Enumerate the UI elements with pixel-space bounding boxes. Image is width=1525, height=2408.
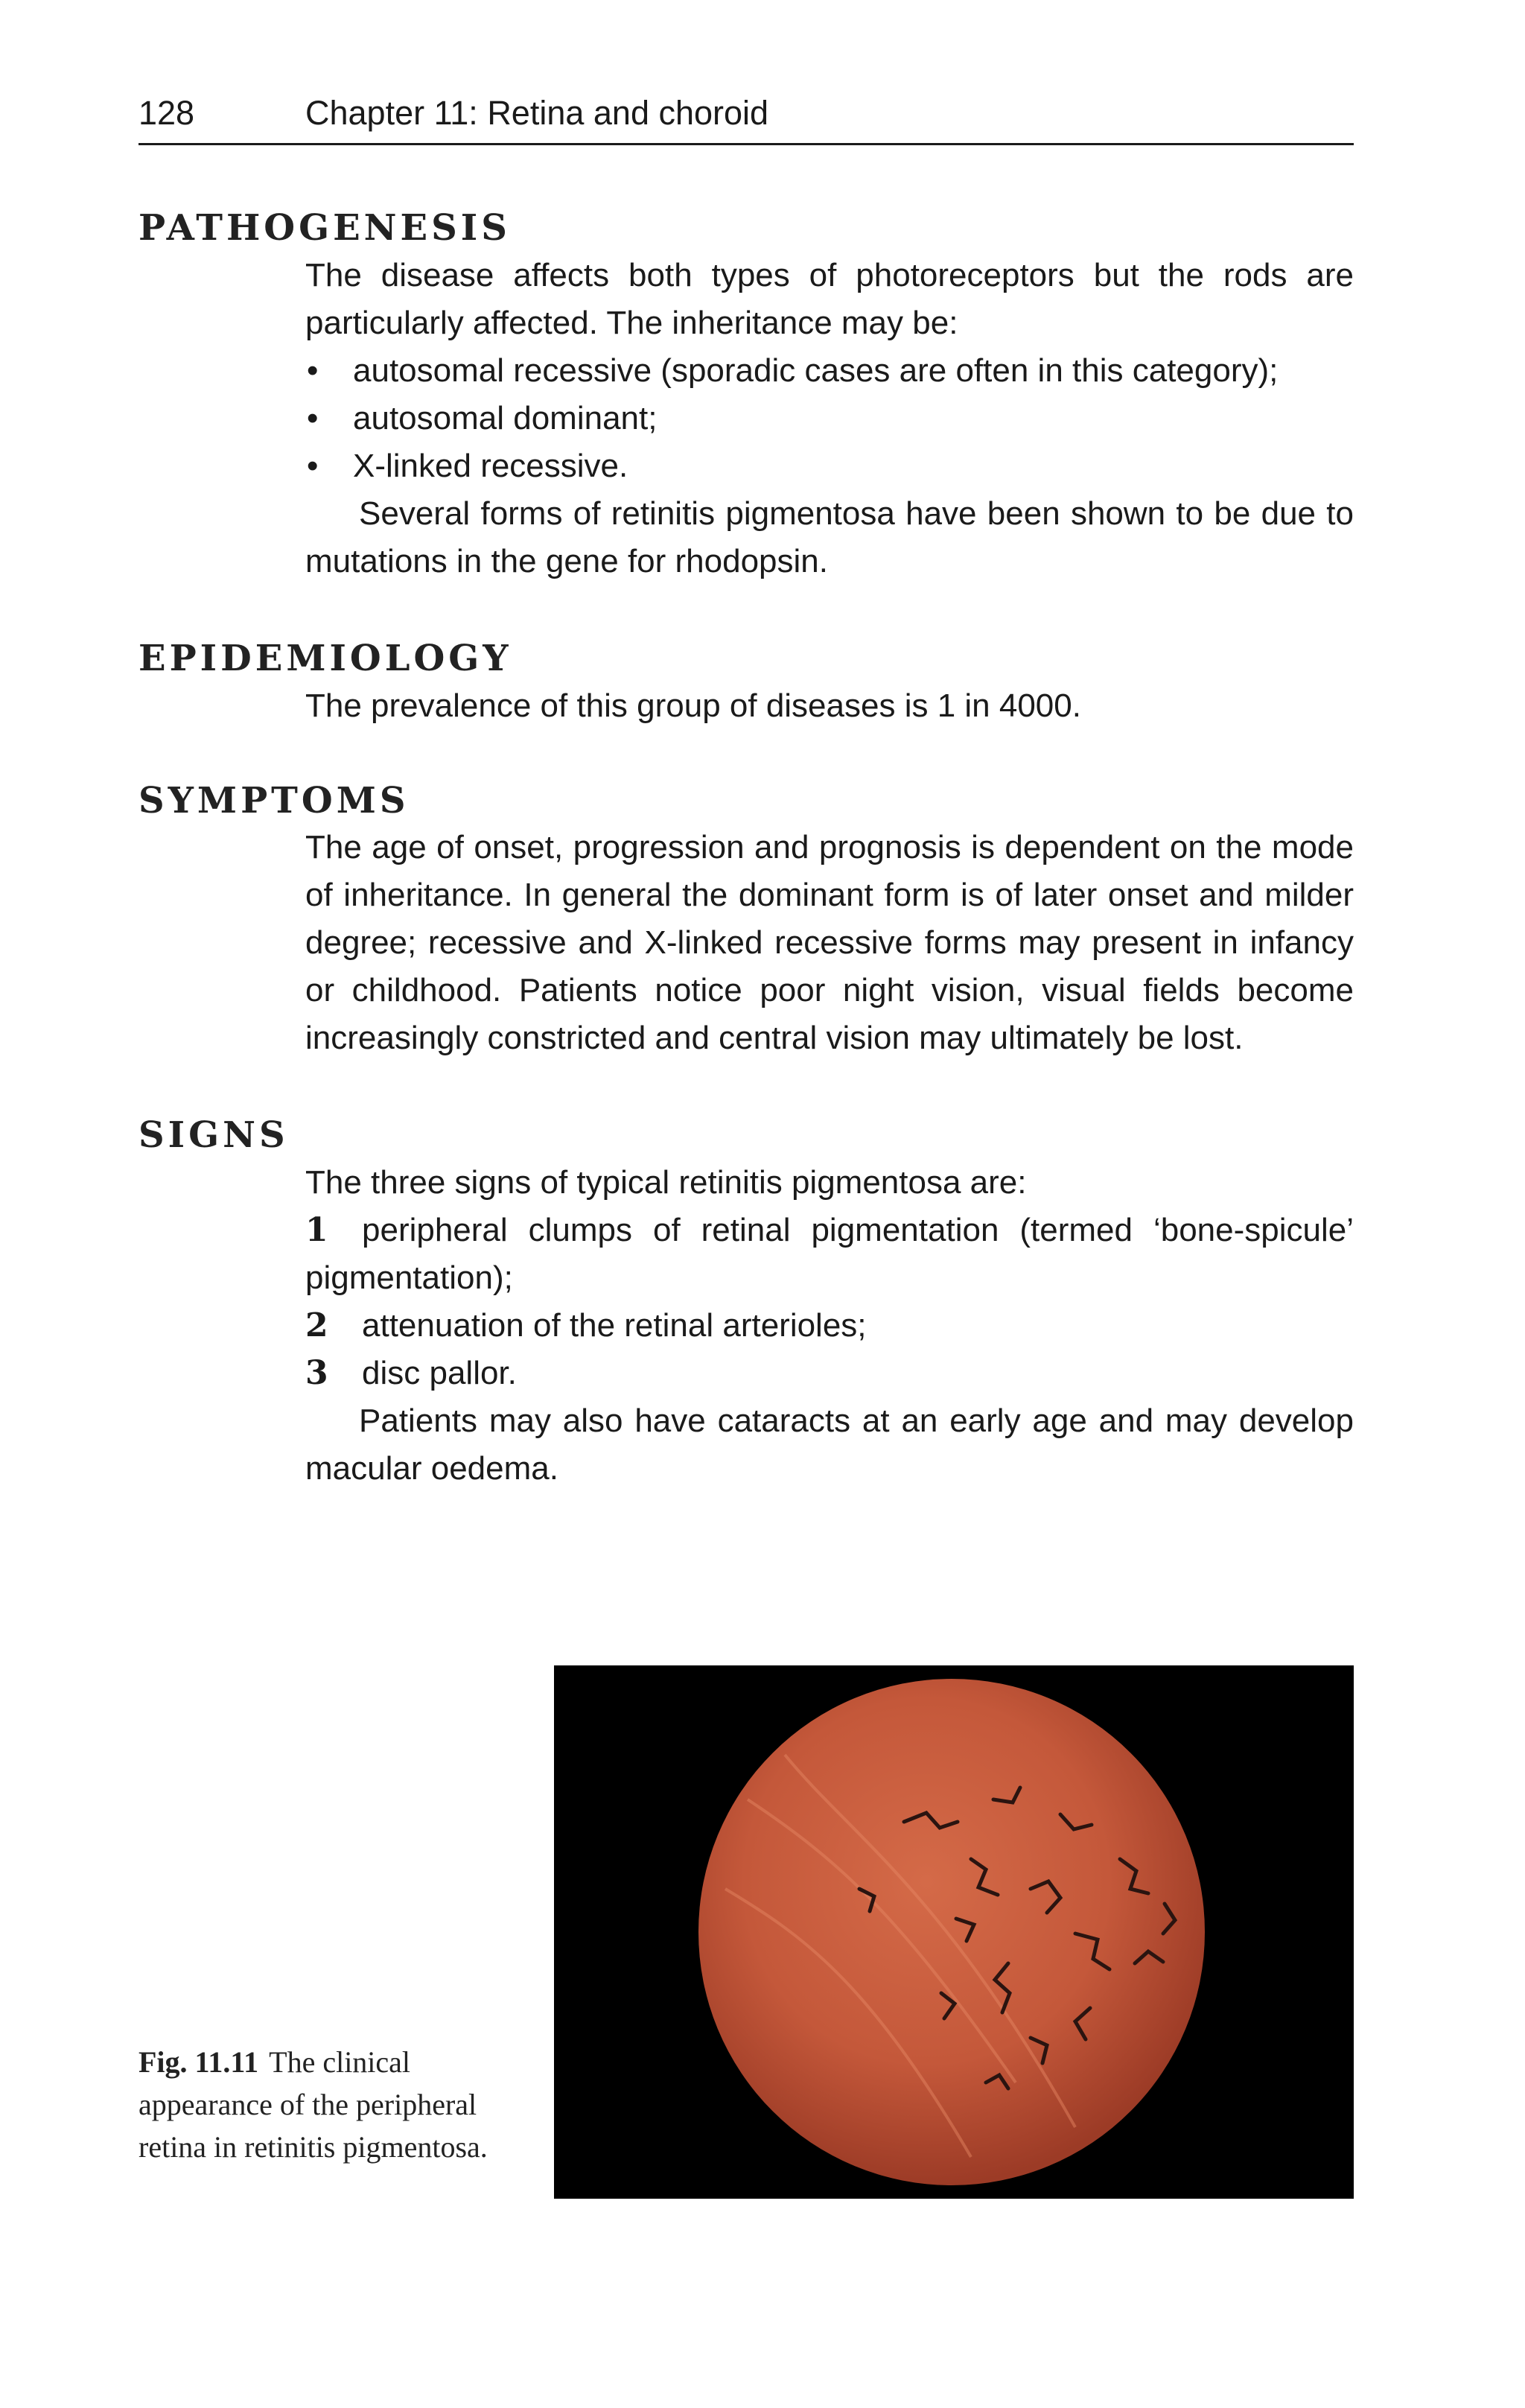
bullet-glyph: • — [307, 352, 319, 389]
list-item: 2 attenuation of the retinal arterioles; — [305, 1306, 867, 1344]
pathogenesis-body — [305, 252, 1354, 585]
pathogenesis-heading: PATHOGENESIS — [139, 207, 511, 249]
figure-caption-text: The clinical appearance of the peripheral retina in retinitis pigmentosa. — [139, 2045, 488, 2164]
signs-closing: Patients may also have cataracts at an early age and may develop macular oedema. — [305, 1402, 1354, 1487]
chapter-title: Chapter 11: Retina and choroid — [305, 94, 769, 132]
symptoms-body — [305, 824, 1354, 1062]
list-item: 3 disc pallor. — [305, 1354, 517, 1392]
list-item: 1 peripheral clumps of retinal pigmentation (termed ‘bone-spicule’ pigmentation); — [305, 1211, 1354, 1296]
signs-body — [305, 1159, 1354, 1493]
page-number: 128 — [139, 94, 195, 132]
list-item: • autosomal dominant; — [305, 395, 1354, 442]
pathogenesis-closing: Several forms of retinitis pigmentosa have been shown to be due to mutations in the gene for rhodopsin. — [305, 495, 1354, 579]
signs-heading: SIGNS — [139, 1114, 289, 1156]
symptoms-text: The age of onset, progression and prognosis is dependent on the mode of inheritance. In general the dominant form is of later onset and milder degree; recessive and X-linked recessive forms may present in infancy or childhood. Patients notice poor night vision, visual fields become increasingly constricted and central vision may ultimately be lost. — [305, 829, 1354, 1056]
epidemiology-text: The prevalence of this group of diseases is 1 in 4000. — [305, 687, 1081, 724]
epidemiology-heading: EPIDEMIOLOGY — [139, 638, 512, 679]
bullet-glyph: • — [307, 448, 319, 484]
figure-label: Fig. 11.11 — [139, 2045, 259, 2079]
signs-list — [305, 1207, 1354, 1397]
list-item: • autosomal recessive (sporadic cases are often in this category); — [305, 347, 1354, 395]
list-item: • X-linked recessive. — [305, 442, 1354, 490]
signs-intro: The three signs of typical retinitis pigmentosa are: — [305, 1164, 1027, 1201]
fundus-image — [554, 1665, 1354, 2199]
inheritance-list — [305, 347, 1354, 490]
epidemiology-body — [305, 682, 1354, 730]
running-header — [139, 83, 1354, 145]
symptoms-heading: SYMPTOMS — [139, 780, 410, 822]
pathogenesis-intro: The disease affects both types of photoreceptors but the rods are particularly affected. The inheritance may be: — [305, 257, 1354, 341]
fundus-photograph — [554, 1665, 1354, 2199]
fundus-disc — [698, 1679, 1205, 2185]
figure-caption — [139, 2041, 533, 2168]
bullet-glyph: • — [307, 400, 319, 436]
